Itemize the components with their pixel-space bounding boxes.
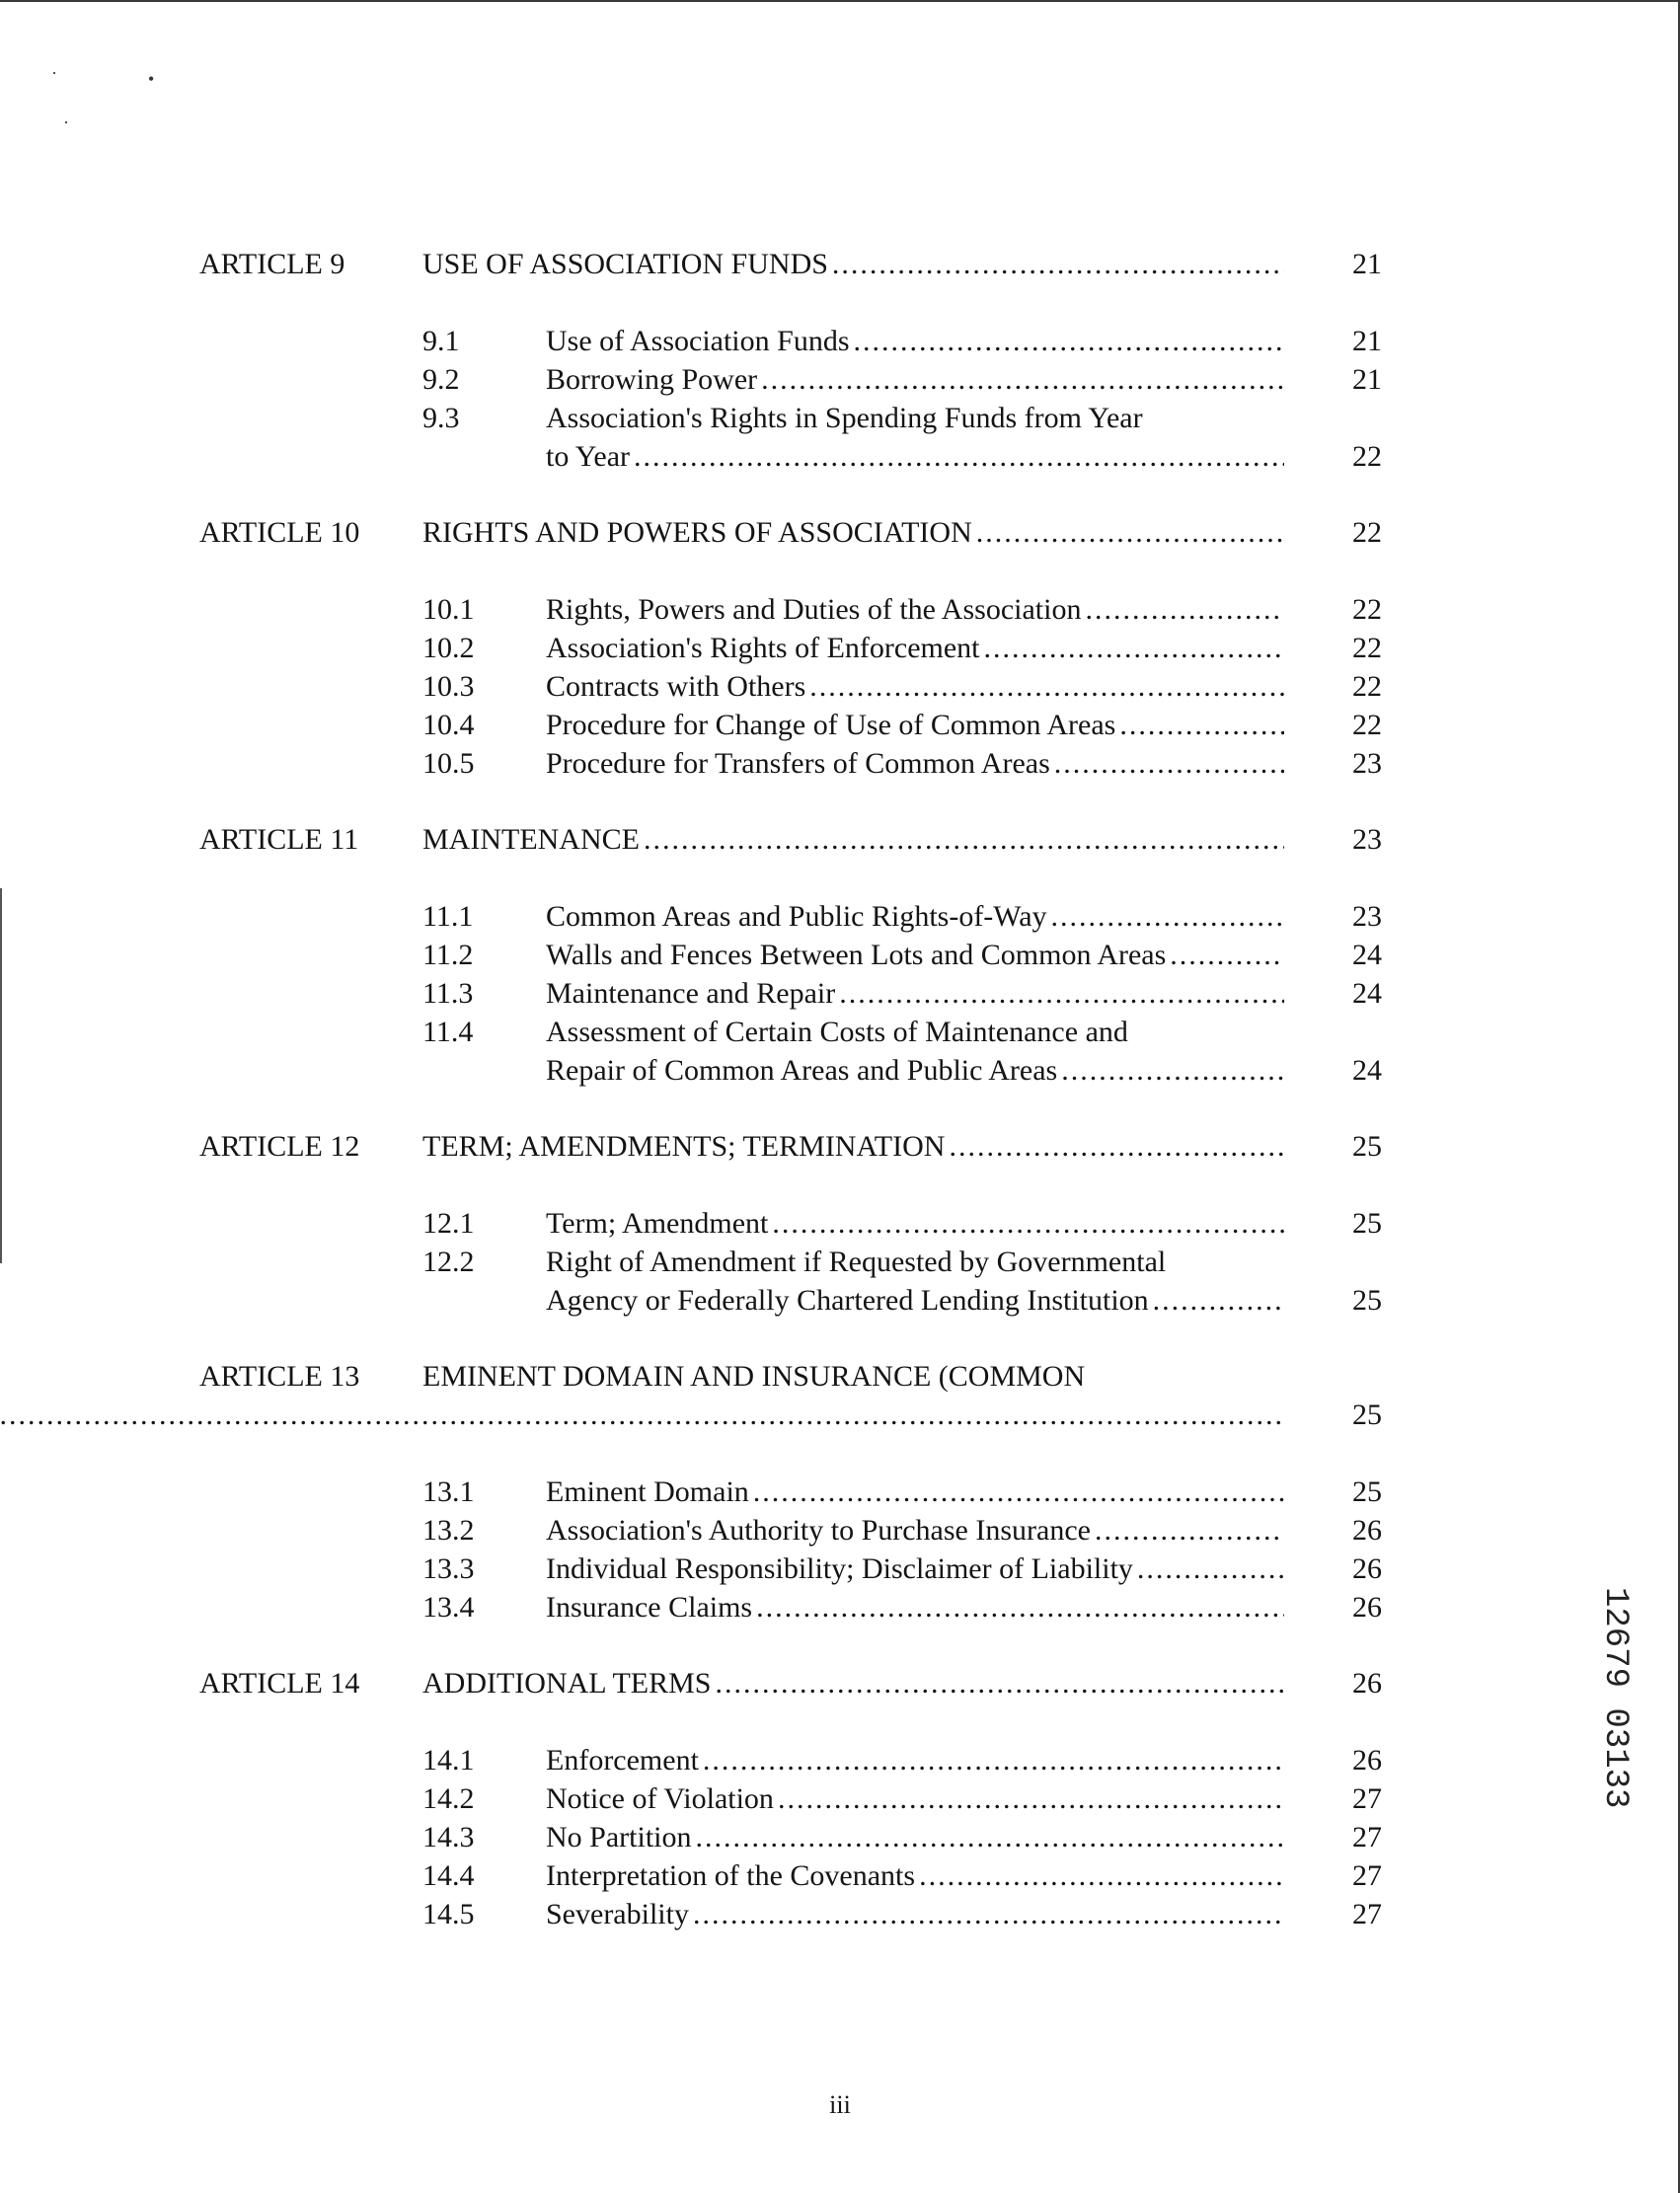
dot-leader xyxy=(703,1741,1284,1779)
entry-title: Walls and Fences Between Lots and Common Areas xyxy=(546,939,1167,971)
entry-title-wrap xyxy=(546,936,1284,974)
scan-edge-top xyxy=(0,0,1680,2)
entry-title-wrap xyxy=(546,1511,1284,1550)
entry-page-number: 27 xyxy=(1352,1782,1382,1815)
entry-title-wrap xyxy=(546,1741,1284,1779)
entry-title-wrap xyxy=(546,360,1284,399)
entry-page-number: 24 xyxy=(1352,939,1382,971)
dot-leader xyxy=(0,1396,1284,1434)
entry-page-number: 27 xyxy=(1352,1859,1382,1892)
section-number: 12.2 xyxy=(422,1246,475,1278)
table-of-contents xyxy=(0,245,1680,1933)
entry-title-wrap xyxy=(546,1588,1284,1626)
scan-speck: • xyxy=(148,69,155,89)
entry-title-wrap xyxy=(546,706,1284,744)
dot-leader xyxy=(919,1856,1284,1895)
toc-continuation-row xyxy=(0,1396,1680,1434)
entry-title: No Partition xyxy=(546,1821,692,1853)
entry-title: Common Areas and Public Rights-of-Way xyxy=(546,900,1047,933)
dot-leader xyxy=(772,1204,1284,1243)
dot-leader xyxy=(832,245,1284,283)
entry-title-wrap xyxy=(546,1051,1284,1090)
scan-speck: · xyxy=(51,63,57,83)
entry-page-number: 21 xyxy=(1352,363,1382,396)
entry-page-number: 22 xyxy=(1352,440,1382,473)
entry-title-wrap xyxy=(546,1818,1284,1856)
article-number: ARTICLE 13 xyxy=(199,1360,360,1393)
section-number: 14.3 xyxy=(422,1821,475,1853)
entry-page-number: 25 xyxy=(1352,1207,1382,1240)
document-id-text: 12679 03133 xyxy=(1596,1587,1634,1809)
dot-leader xyxy=(716,1664,1285,1702)
section-number: 10.3 xyxy=(422,670,475,703)
entry-title: ADDITIONAL TERMS xyxy=(422,1667,712,1700)
entry-title-line: Association's Rights in Spending Funds from Year xyxy=(546,402,1143,434)
dot-leader xyxy=(696,1818,1285,1856)
document-id-stamp xyxy=(1587,1587,1646,1883)
entry-page-number: 21 xyxy=(1352,248,1382,280)
article-number: ARTICLE 9 xyxy=(199,248,345,280)
toc-article-row xyxy=(0,245,1680,283)
entry-title-wrap xyxy=(422,1127,1284,1166)
toc-section-row xyxy=(0,667,1680,706)
article-number: ARTICLE 11 xyxy=(199,823,359,856)
entry-title: Borrowing Power xyxy=(546,363,758,396)
entry-title: Notice of Violation xyxy=(546,1782,774,1815)
entry-title: Severability xyxy=(546,1898,689,1930)
entry-title-wrap xyxy=(546,1895,1284,1933)
toc-section-row xyxy=(0,1511,1680,1550)
entry-title: MAINTENANCE xyxy=(422,823,640,856)
entry-title: Rights, Powers and Duties of the Association xyxy=(546,593,1082,626)
toc-section-row xyxy=(0,744,1680,783)
dot-leader xyxy=(949,1127,1284,1166)
entry-title-line: Right of Amendment if Requested by Governmental xyxy=(546,1246,1167,1278)
toc-continuation-row xyxy=(0,1281,1680,1320)
entry-title: Agency or Federally Chartered Lending Institution xyxy=(546,1284,1149,1317)
toc-section-row xyxy=(0,1588,1680,1626)
entry-page-number: 22 xyxy=(1352,670,1382,703)
toc-article-row xyxy=(0,1127,1680,1166)
entry-page-number: 26 xyxy=(1352,1667,1382,1700)
dot-leader xyxy=(976,513,1284,552)
section-number: 14.5 xyxy=(422,1898,475,1930)
toc-section-row xyxy=(0,1779,1680,1818)
section-number: 10.1 xyxy=(422,593,475,626)
entry-title-wrap xyxy=(546,629,1284,667)
section-number: 11.4 xyxy=(422,1016,474,1048)
toc-section-row xyxy=(0,399,1680,437)
dot-leader xyxy=(984,629,1285,667)
dot-leader xyxy=(644,820,1284,859)
toc-continuation-row xyxy=(0,1051,1680,1090)
section-number: 14.1 xyxy=(422,1744,475,1777)
entry-title: Repair of Common Areas and Public Areas xyxy=(546,1054,1058,1087)
toc-section-row xyxy=(0,1013,1680,1051)
toc-article-row xyxy=(0,820,1680,859)
article-number: ARTICLE 14 xyxy=(199,1667,360,1700)
section-number: 9.1 xyxy=(422,325,460,357)
entry-title: Insurance Claims xyxy=(546,1591,753,1624)
toc-section-row xyxy=(0,1204,1680,1243)
entry-page-number: 23 xyxy=(1352,747,1382,780)
entry-title-wrap xyxy=(546,667,1284,706)
toc-section-row xyxy=(0,1473,1680,1511)
dot-leader xyxy=(761,360,1284,399)
entry-title-wrap xyxy=(546,1779,1284,1818)
entry-page-number: 22 xyxy=(1352,632,1382,664)
entry-title-wrap xyxy=(546,1281,1284,1320)
entry-title: Association's Rights of Enforcement xyxy=(546,632,980,664)
dot-leader xyxy=(1061,1051,1284,1090)
entry-title: Maintenance and Repair xyxy=(546,977,836,1010)
entry-page-number: 23 xyxy=(1352,823,1382,856)
entry-title-wrap xyxy=(0,1396,1284,1434)
dot-leader xyxy=(634,437,1284,476)
section-number: 10.2 xyxy=(422,632,475,664)
toc-section-row xyxy=(0,1856,1680,1895)
entry-title: Interpretation of the Covenants xyxy=(546,1859,916,1892)
toc-article-row xyxy=(0,1664,1680,1702)
entry-title-wrap xyxy=(546,897,1284,936)
toc-section-row xyxy=(0,936,1680,974)
section-number: 10.5 xyxy=(422,747,475,780)
entry-title-wrap xyxy=(546,1550,1284,1588)
toc-section-row xyxy=(0,706,1680,744)
section-number: 13.2 xyxy=(422,1514,475,1547)
dot-leader xyxy=(1153,1281,1284,1320)
section-number: 13.3 xyxy=(422,1552,475,1585)
dot-leader xyxy=(839,974,1284,1013)
page-folio: iii xyxy=(829,2090,851,2119)
entry-page-number: 23 xyxy=(1352,900,1382,933)
entry-page-number: 26 xyxy=(1352,1744,1382,1777)
section-number: 13.4 xyxy=(422,1591,475,1624)
entry-page-number: 22 xyxy=(1352,593,1382,626)
entry-title: to Year xyxy=(546,440,631,473)
entry-title: Procedure for Change of Use of Common Areas xyxy=(546,709,1116,741)
entry-title: Procedure for Transfers of Common Areas xyxy=(546,747,1050,780)
entry-page-number: 25 xyxy=(1352,1475,1382,1508)
entry-page-number: 24 xyxy=(1352,977,1382,1010)
toc-section-row xyxy=(0,897,1680,936)
toc-section-row xyxy=(0,1243,1680,1281)
entry-page-number: 25 xyxy=(1352,1399,1382,1431)
dot-leader xyxy=(1137,1550,1284,1588)
section-number: 11.3 xyxy=(422,977,474,1010)
entry-page-number: 25 xyxy=(1352,1284,1382,1317)
entry-title-wrap xyxy=(422,1664,1284,1702)
section-number: 12.1 xyxy=(422,1207,475,1240)
toc-section-row xyxy=(0,590,1680,629)
entry-page-number: 21 xyxy=(1352,325,1382,357)
section-number: 9.3 xyxy=(422,402,460,434)
entry-title: Term; Amendment xyxy=(546,1207,769,1240)
toc-article-row xyxy=(0,513,1680,552)
dot-leader xyxy=(1054,744,1284,783)
toc-article-row xyxy=(0,1357,1680,1396)
entry-page-number: 22 xyxy=(1352,516,1382,549)
section-number: 14.4 xyxy=(422,1859,475,1892)
dot-leader xyxy=(778,1779,1284,1818)
section-number: 14.2 xyxy=(422,1782,475,1815)
entry-title: Contracts with Others xyxy=(546,670,806,703)
toc-continuation-row xyxy=(0,437,1680,476)
dot-leader xyxy=(1170,936,1284,974)
entry-title-wrap xyxy=(546,1473,1284,1511)
entry-title: Enforcement xyxy=(546,1744,699,1777)
dot-leader xyxy=(1095,1511,1284,1550)
toc-section-row xyxy=(0,360,1680,399)
entry-title-wrap xyxy=(546,437,1284,476)
toc-section-row xyxy=(0,1550,1680,1588)
toc-section-row xyxy=(0,1741,1680,1779)
entry-page-number: 25 xyxy=(1352,1130,1382,1163)
entry-title-wrap xyxy=(546,974,1284,1013)
entry-page-number: 27 xyxy=(1352,1898,1382,1930)
entry-page-number: 26 xyxy=(1352,1552,1382,1585)
entry-title-wrap xyxy=(422,513,1284,552)
dot-leader xyxy=(1119,706,1284,744)
entry-title-wrap xyxy=(546,1204,1284,1243)
entry-title: RIGHTS AND POWERS OF ASSOCIATION xyxy=(422,516,972,549)
entry-page-number: 24 xyxy=(1352,1054,1382,1087)
dot-leader xyxy=(756,1588,1284,1626)
section-number: 10.4 xyxy=(422,709,475,741)
section-number: 11.1 xyxy=(422,900,474,933)
entry-title: Individual Responsibility; Disclaimer of Liability xyxy=(546,1552,1133,1585)
dot-leader xyxy=(753,1473,1284,1511)
section-number: 9.2 xyxy=(422,363,460,396)
toc-section-row xyxy=(0,629,1680,667)
toc-section-row xyxy=(0,1818,1680,1856)
entry-page-number: 26 xyxy=(1352,1591,1382,1624)
dot-leader xyxy=(809,667,1284,706)
entry-title-wrap xyxy=(546,744,1284,783)
article-number: ARTICLE 10 xyxy=(199,516,360,549)
entry-title-wrap xyxy=(546,1856,1284,1895)
entry-page-number: 27 xyxy=(1352,1821,1382,1853)
dot-leader xyxy=(854,322,1285,360)
entry-title-wrap xyxy=(546,590,1284,629)
dot-leader xyxy=(1085,590,1284,629)
entry-page-number: 26 xyxy=(1352,1514,1382,1547)
entry-title-wrap xyxy=(422,245,1284,283)
entry-title: Eminent Domain xyxy=(546,1475,749,1508)
dot-leader xyxy=(693,1895,1284,1933)
entry-title: TERM; AMENDMENTS; TERMINATION xyxy=(422,1130,946,1163)
entry-title: USE OF ASSOCIATION FUNDS xyxy=(422,248,828,280)
toc-section-row xyxy=(0,1895,1680,1933)
section-number: 13.1 xyxy=(422,1475,475,1508)
section-number: 11.2 xyxy=(422,939,474,971)
entry-title-wrap xyxy=(546,322,1284,360)
scan-speck: · xyxy=(63,113,69,132)
entry-title-line: Assessment of Certain Costs of Maintenance and xyxy=(546,1016,1128,1048)
entry-title-line: EMINENT DOMAIN AND INSURANCE (COMMON xyxy=(422,1360,1086,1393)
entry-title: Use of Association Funds xyxy=(546,325,850,357)
dot-leader xyxy=(1051,897,1284,936)
article-number: ARTICLE 12 xyxy=(199,1130,360,1163)
entry-page-number: 22 xyxy=(1352,709,1382,741)
entry-title: Association's Authority to Purchase Insurance xyxy=(546,1514,1091,1547)
toc-section-row xyxy=(0,322,1680,360)
entry-title-wrap xyxy=(422,820,1284,859)
toc-section-row xyxy=(0,974,1680,1013)
